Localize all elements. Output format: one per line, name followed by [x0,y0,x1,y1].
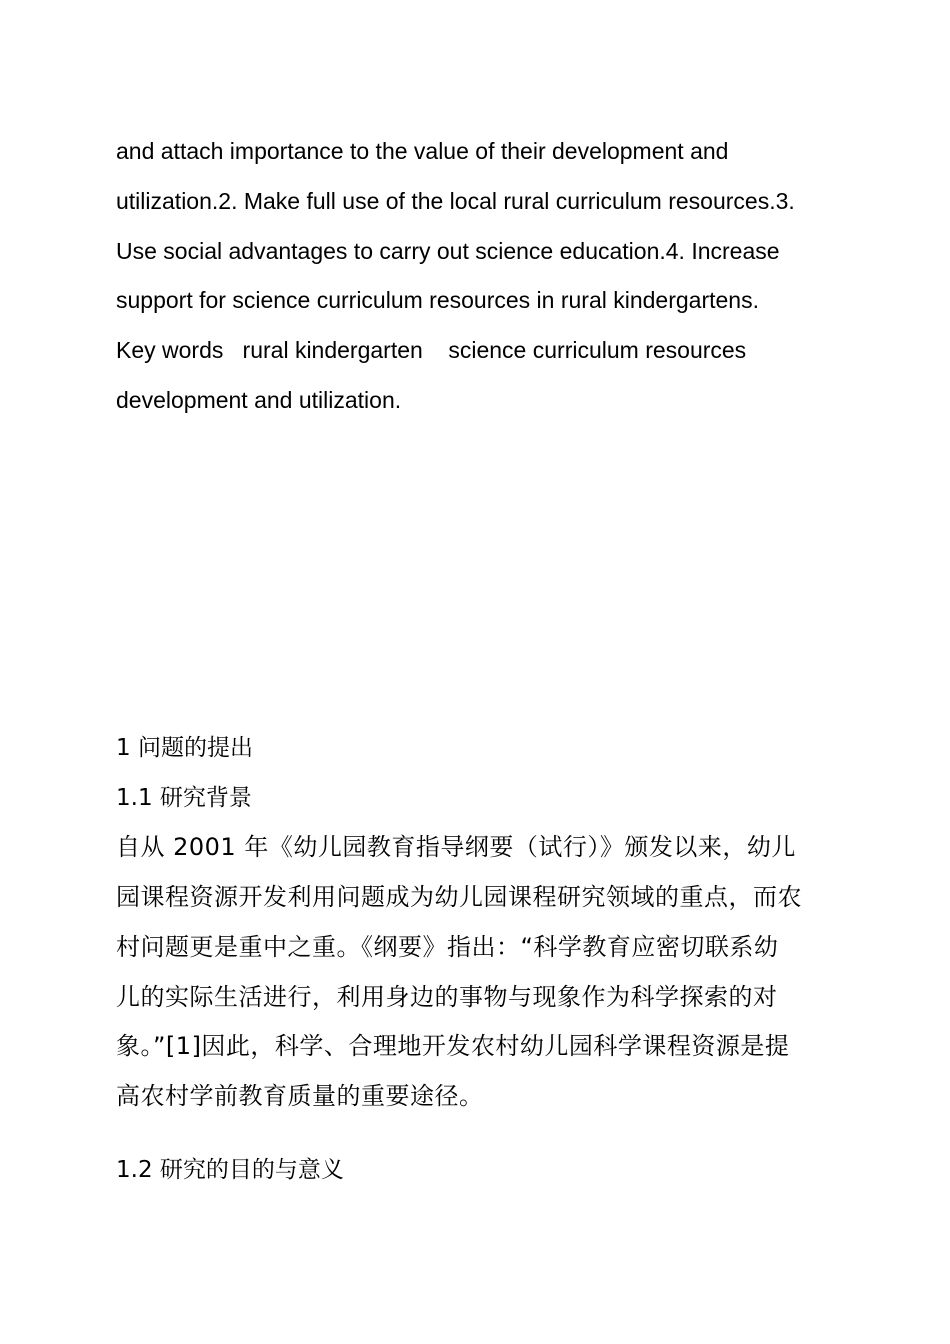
section-heading-1-1: 1.1 研究背景 [116,785,252,811]
abstract-line: and attach importance to the value of their development and [116,138,729,164]
abstract-line: utilization.2. Make full use of the local rural curriculum resources.3. [116,188,795,214]
section-heading-1: 1 问题的提出 [116,735,253,761]
abstract-line: Use social advantages to carry out science education.4. Increase [116,238,780,264]
body-line: 儿的实际生活进行，利用身边的事物与现象作为科学探索的对 [116,983,778,1011]
section-heading-1-2: 1.2 研究的目的与意义 [116,1157,344,1183]
body-line: 象。”[1]因此，科学、合理地开发农村幼儿园科学课程资源是提 [116,1032,790,1060]
body-line: 高农村学前教育质量的重要途径。 [116,1082,484,1110]
body-line: 园课程资源开发利用问题成为幼儿园课程研究领域的重点，而农 [116,883,802,911]
body-line: 自从 2001 年《幼儿园教育指导纲要（试行）》颁发以来，幼儿 [116,833,796,861]
body-line: 村问题更是重中之重。《纲要》指出：“科学教育应密切联系幼 [116,933,779,961]
abstract-line: support for science curriculum resources in rural kindergartens. [116,287,759,313]
keywords-line: development and utilization. [116,387,402,413]
keywords-line: Key words rural kindergarten science curriculum resources [116,337,747,363]
